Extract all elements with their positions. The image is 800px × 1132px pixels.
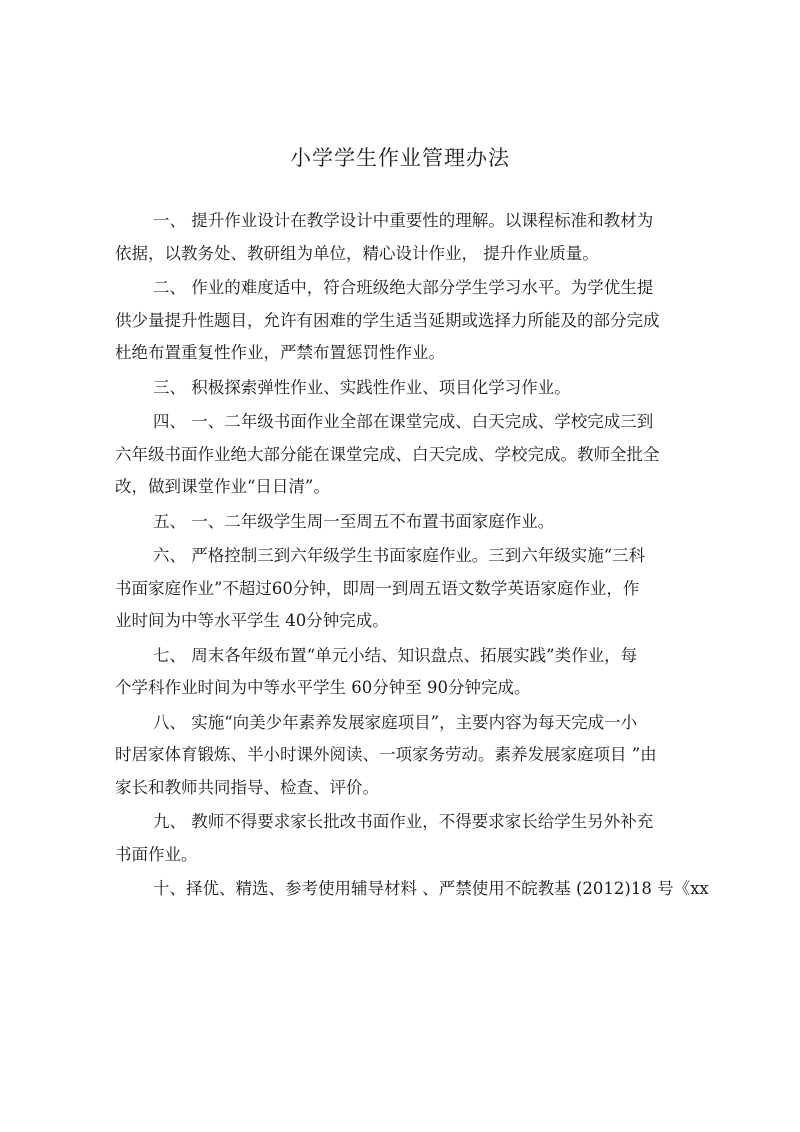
paragraph-6 [115,540,687,638]
paragraph-10 [115,873,709,906]
paragraph-line: 六、 严格控制三到六年级学生书面家庭作业。三到六年级实施“三科 [153,546,646,565]
paragraph-line: 改，做到课堂作业“日日清”。 [115,477,330,496]
paragraph-line: 三、 积极探索弹性作业、实践性作业、项目化学习作业。 [153,377,571,397]
paragraph-line: 依据，以教务处、教研组为单位，精心设计作业， 提升作业质量。 [115,243,599,263]
paragraph-line: 五、 一、二年级学生周一至周五不布置书面家庭作业。 [153,511,555,531]
paragraph-line: 杜绝布置重复性作业，严禁布置惩罚性作业。 [115,343,445,362]
document-body [115,205,709,908]
paragraph-3 [115,372,687,405]
paragraph-line: 时居家体育锻炼、半小时课外阅读、一项家务劳动。素养发展家庭项目 ”由 [115,745,657,764]
paragraph-line: 八、 实施“向美少年素养发展家庭项目”，主要内容为每天完成一小 [153,712,638,732]
paragraph-8 [115,707,687,805]
paragraph-line: 十、择优、精选、参考使用辅导材料 、严禁使用不皖教基 (2012)18 号《xx [153,879,709,898]
paragraph-line: 家长和教师共同指导、检查、评价。 [115,777,379,797]
paragraph-line: 六年级书面作业绝大部分能在课堂完成、白天完成、学校完成。教师全批全 [115,444,660,464]
paragraph-line: 七、 周末各年级布置“单元小结、知识盘点、拓展实践”类作业，每 [153,645,638,665]
paragraph-1 [115,205,687,270]
document-title: 小学学生作业管理办法 [290,146,510,170]
paragraph-line: 四、 一、二年级书面作业全部在课堂完成、白天完成、学校完成三到 [153,412,654,431]
paragraph-line: 二、 作业的难度适中，符合班级绝大部分学生学习水平。为学优生提 [153,278,654,297]
paragraph-9 [115,806,687,871]
paragraph-line: 供少量提升性题目，允许有困难的学生适当延期或选择力所能及的部分完成 [115,310,660,330]
paragraph-line: 九、 教师不得要求家长批改书面作业，不得要求家长给学生另外补充 [153,812,654,831]
paragraph-5 [115,506,687,539]
paragraph-7 [115,640,687,705]
paragraph-line: 业时间为中等水平学生 40分钟完成。 [115,611,389,630]
paragraph-2 [115,272,687,370]
paragraph-line: 一、 提升作业设计在教学设计中重要性的理解。以课程标准和教材为 [153,211,654,230]
paragraph-line: 书面家庭作业”不超过60分钟，即周一到周五语文数学英语家庭作业，作 [115,578,640,598]
paragraph-line: 书面作业。 [115,844,198,864]
paragraph-line: 个学科作业时间为中等水平学生 60分钟至 90分钟完成。 [115,678,531,697]
paragraph-4 [115,406,687,504]
